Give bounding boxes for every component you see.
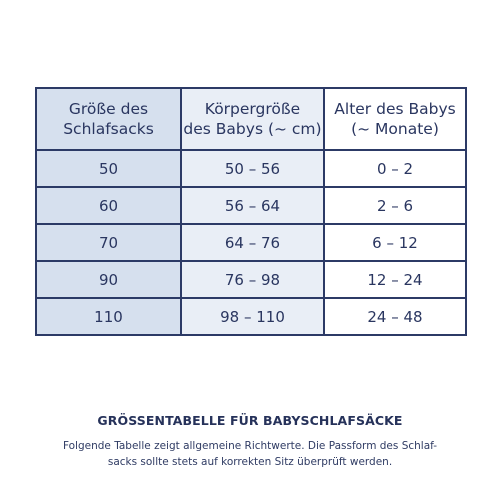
cell-size: 110 [36, 298, 181, 335]
header-line: des Babys (~ cm) [183, 120, 322, 138]
description-line: sacks sollte stets auf korrekten Sitz überprüft werden. [107, 456, 393, 468]
cell-height: 76 – 98 [181, 261, 324, 298]
cell-size: 90 [36, 261, 181, 298]
cell-height: 50 – 56 [181, 150, 324, 187]
table-header [36, 88, 466, 150]
cell-height: 98 – 110 [181, 298, 324, 335]
header-line: Alter des Babys [334, 100, 456, 118]
header-row [36, 88, 466, 150]
description-line: Folgende Tabelle zeigt allgemeine Richtwerte. Die Passform des Schlaf- [62, 440, 438, 452]
header-line: Größe des [68, 100, 149, 118]
table-row [36, 187, 466, 224]
header-baby-height [181, 88, 324, 150]
header-sleeping-bag-size [36, 88, 181, 150]
size-chart-description [20, 438, 480, 470]
table-row [36, 298, 466, 335]
cell-age: 0 – 2 [324, 150, 466, 187]
table-row [36, 261, 466, 298]
table-row [36, 150, 466, 187]
cell-height: 64 – 76 [181, 224, 324, 261]
cell-size: 70 [36, 224, 181, 261]
cell-age: 6 – 12 [324, 224, 466, 261]
cell-size: 50 [36, 150, 181, 187]
header-line: Schlafsacks [63, 120, 154, 138]
header-line: Körpergröße [204, 100, 301, 118]
size-table [35, 87, 467, 336]
cell-age: 24 – 48 [324, 298, 466, 335]
cell-age: 2 – 6 [324, 187, 466, 224]
header-line: (~ Monate) [351, 120, 439, 138]
table-row [36, 224, 466, 261]
header-baby-age [324, 88, 466, 150]
size-chart-title: GRÖSSENTABELLE FÜR BABYSCHLAFSÄCKE [97, 413, 403, 428]
cell-height: 56 – 64 [181, 187, 324, 224]
cell-age: 12 – 24 [324, 261, 466, 298]
table-body [36, 150, 466, 335]
cell-size: 60 [36, 187, 181, 224]
